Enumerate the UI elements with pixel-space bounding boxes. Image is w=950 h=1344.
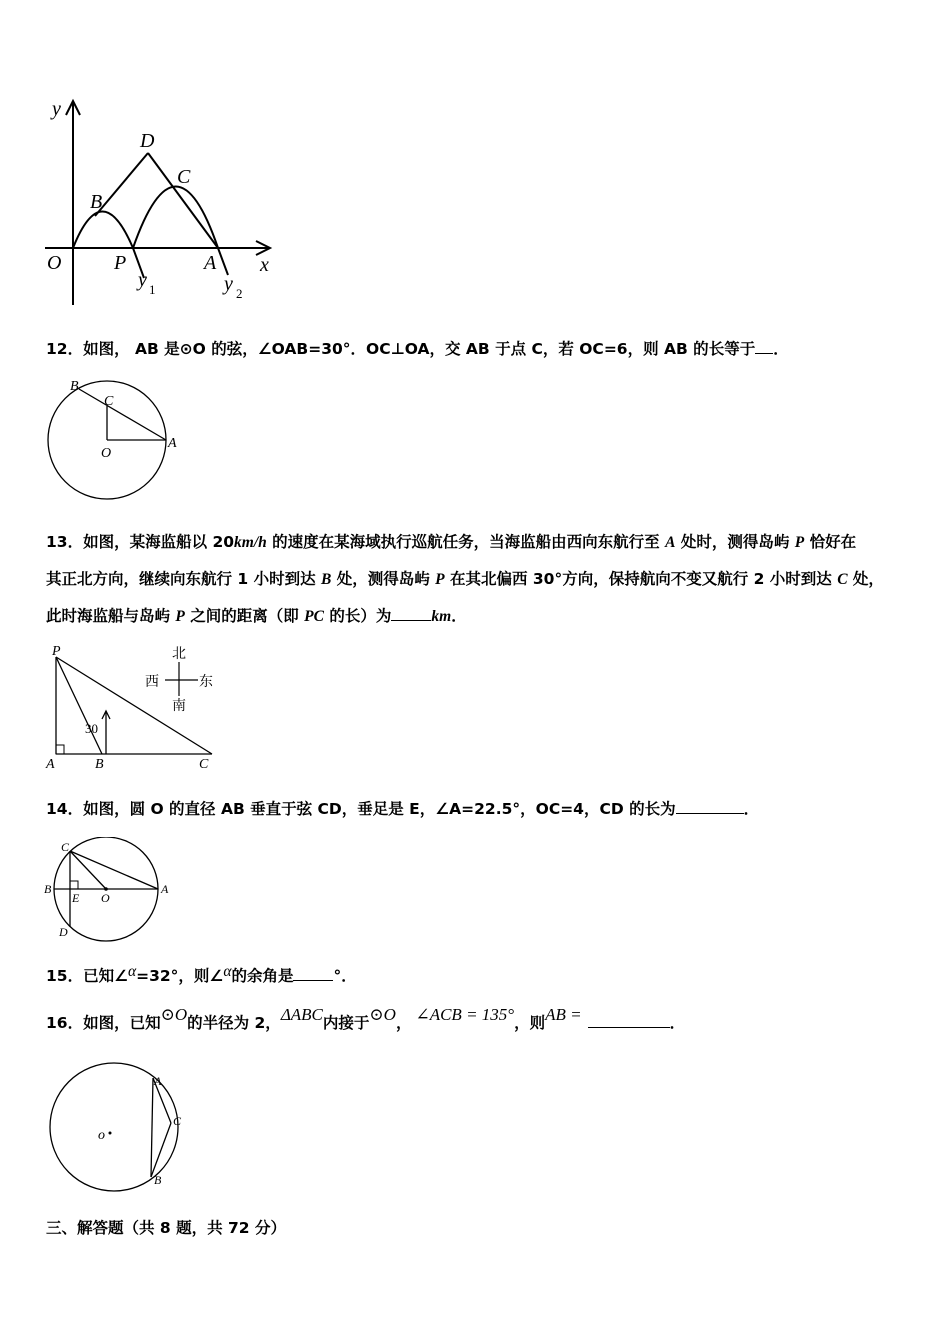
label-C: C <box>177 166 191 188</box>
q16-text-e: ，则 <box>514 1014 546 1032</box>
question-13-number: 13． <box>46 533 84 551</box>
label-P: P <box>114 252 127 274</box>
q13-point-C: C <box>837 571 848 588</box>
question-15 <box>46 964 357 986</box>
answer-blank[interactable] <box>755 339 773 354</box>
question-13-line-1 <box>46 530 856 552</box>
q13-text-1d: 恰好在 <box>804 533 857 551</box>
segment-CA <box>70 851 158 889</box>
label-B: B <box>90 191 103 213</box>
question-14-text: 如图，圆 O 的直径 AB 垂直于弦 CD，垂足是 E，∠A=22.5°，OC=4，CD 的长为 <box>83 800 676 818</box>
segment-CB <box>151 1123 171 1177</box>
label-O: O <box>101 446 112 461</box>
q13-text-2a: 其正北方向，继续向东航行 1 小时到达 <box>46 570 321 588</box>
q13-text-2d: 处， <box>847 570 884 588</box>
question-12 <box>46 337 789 359</box>
question-14-number: 14． <box>46 800 84 818</box>
answer-blank[interactable] <box>293 966 333 981</box>
q16-triangle: ΔABC <box>280 1005 323 1024</box>
right-angle-mark <box>56 745 64 754</box>
label-B: B <box>44 882 52 896</box>
figure-graph-parabolas <box>40 95 285 305</box>
q16-text-a: 如图，已知 <box>83 1014 161 1032</box>
q16-ab: AB = <box>545 1005 582 1024</box>
question-12-end: ． <box>773 340 789 358</box>
label-B: B <box>70 379 79 394</box>
label-E: E <box>72 891 80 905</box>
label-origin-O: O <box>47 252 62 274</box>
label-P: P <box>52 644 61 659</box>
label-y2: y <box>224 273 233 295</box>
label-A: A <box>46 757 55 772</box>
q15-text-c: 的余角是 <box>231 967 294 985</box>
q13-unit-speed: km/h <box>234 534 267 551</box>
question-14 <box>46 797 759 819</box>
chord-AB <box>79 389 166 440</box>
q13-point-P-3: P <box>175 608 185 625</box>
label-D: D <box>59 925 68 939</box>
q13-text-3b: 之间的距离（即 <box>184 607 305 625</box>
question-16 <box>46 1005 686 1033</box>
label-angle-30: 30 <box>85 721 98 736</box>
question-16-number: 16． <box>46 1014 84 1032</box>
label-y2-sub: 2 <box>236 286 243 301</box>
q16-angle: ∠ACB = 135° <box>415 1005 515 1024</box>
label-A: A <box>204 252 217 274</box>
q15-text-a: 已知∠ <box>83 967 128 985</box>
q13-text-2b: 处，测得岛屿 <box>331 570 436 588</box>
section-heading-3: 三、解答题（共 8 题，共 72 分） <box>46 1219 286 1237</box>
segment-CO <box>70 851 106 889</box>
q16-circle-O-2: ⊙O <box>369 1005 396 1024</box>
q16-end: ． <box>669 1014 686 1032</box>
question-15-number: 15． <box>46 967 84 985</box>
q13-end: ． <box>451 607 467 625</box>
figure-inscribed-triangle-16 <box>42 1062 192 1192</box>
q13-text-3c: 的长）为 <box>323 607 392 625</box>
q13-point-A: A <box>665 534 676 551</box>
q15-alpha-2: α <box>223 963 232 980</box>
q16-text-c: 内接于 <box>322 1014 370 1032</box>
q15-alpha: α <box>127 963 137 980</box>
q15-end: °． <box>333 967 357 985</box>
q15-text-b: =32°，则∠ <box>136 967 224 985</box>
q13-text-1b: 的速度在某海域执行巡航任务，当海监船由西向东航行至 <box>266 533 666 551</box>
question-13-line-2 <box>46 567 884 589</box>
center-dot <box>109 1132 112 1135</box>
q13-point-P-2: P <box>435 571 445 588</box>
q13-text-1c: 处时，测得岛屿 <box>675 533 795 551</box>
compass-east: 东 <box>199 675 213 690</box>
answer-blank[interactable] <box>676 799 744 814</box>
label-y1-sub: 1 <box>149 282 156 297</box>
answer-blank[interactable] <box>391 606 431 621</box>
label-A: A <box>168 436 177 451</box>
figure-ship-triangle-13 <box>42 640 227 772</box>
q16-text-b: 的半径为 2， <box>187 1014 281 1032</box>
q13-point-B: B <box>320 571 332 588</box>
q16-circle-O: ⊙O <box>160 1005 188 1024</box>
figure-circle-diameter-14 <box>40 837 180 945</box>
label-O: O <box>101 891 110 905</box>
q16-text-d: ， <box>395 1014 412 1032</box>
compass-south: 南 <box>172 699 186 714</box>
label-B: B <box>95 757 104 772</box>
label-C: C <box>173 1114 182 1128</box>
label-A: A <box>154 1074 162 1088</box>
q13-segment-PC: PC <box>304 608 324 625</box>
compass-west: 西 <box>145 675 159 690</box>
question-14-end: ． <box>743 800 760 818</box>
answer-blank[interactable] <box>588 1013 670 1028</box>
q13-text-2c: 在其北偏西 30°方向，保持航向不变又航行 2 小时到达 <box>444 570 838 588</box>
label-C: C <box>104 394 114 409</box>
chord-AB <box>151 1078 153 1177</box>
q13-point-P: P <box>794 534 805 551</box>
figure-circle-chord-12 <box>42 375 182 505</box>
q13-text-1a: 如图，某海监船以 20 <box>83 533 235 551</box>
question-13-line-3 <box>46 604 467 626</box>
label-C: C <box>199 757 209 772</box>
label-D: D <box>140 130 155 152</box>
label-x-axis: x <box>260 254 269 276</box>
segment-BD <box>95 153 148 216</box>
question-12-text: 如图， AB 是⊙O 的弦，∠OAB=30°．OC⊥OA，交 AB 于点 C，若 OC=6，则 AB 的长等于 <box>83 340 756 358</box>
question-12-number: 12． <box>46 340 84 358</box>
label-O: o <box>98 1128 105 1143</box>
label-B: B <box>154 1173 162 1187</box>
label-y1: y <box>138 269 147 291</box>
compass-north: 北 <box>172 647 186 662</box>
label-C: C <box>61 840 70 854</box>
q13-text-3a: 此时海监船与岛屿 <box>46 607 176 625</box>
right-angle-mark <box>70 881 78 889</box>
q13-unit-distance: km <box>431 608 452 625</box>
label-A: A <box>161 882 169 896</box>
label-y-axis: y <box>52 98 61 120</box>
